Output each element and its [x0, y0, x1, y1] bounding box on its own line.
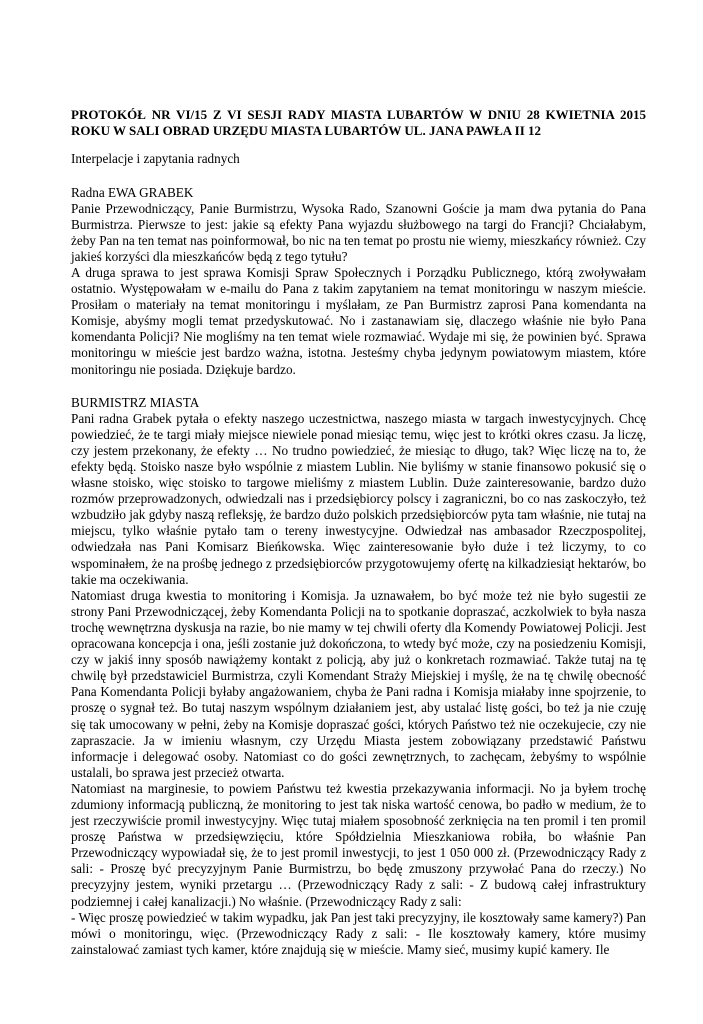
paragraph: Natomiast na marginesie, to powiem Państwu też kwestia przekazywania informacji. No ja byłem trochę zdumiony informacją publiczną, że monitoring to jest tak niska wartość cenowa, bo padło w medium, że to jest rzeczywiście promil inwestycyjny. Więc tutaj miałem sposobność zerknięcia na ten promil i ten promil proszę Państwa w przedsięwzięciu, które Spółdzielnia Mieszkaniowa robiła, bo właśnie Pan Przewodniczący wypowiadał się, że to jest promil inwestycji, to jest 1 050 000 zł. (Przewodniczący Rady z sali: - Proszę być precyzyjnym Panie Burmistrzu, bo będę zmuszony przywołać Pana do rzeczy.) No precyzyjny jestem, wyniki przetargu … (Przewodniczący Rady z sali: - Z budową całej infrastruktury podziemnej i całej kanalizacji.) No właśnie. (Przewodniczący Rady z sali:	[71, 780, 646, 909]
paragraph: Pani radna Grabek pytała o efekty naszego uczestnictwa, naszego miasta w targach inwestycyjnych. Chcę powiedzieć, że te targi miały miejsce niewiele ponad miesiąc temu, więc jest to krótki okres czasu. Ja liczę, czy jestem przekonany, że efekty … No trudno powiedzieć, że miesiąc to długo, tak? Więc liczę na to, że efekty będą. Stoisko nasze było wspólnie z miastem Lublin. Nie byliśmy w stanie finansowo pokusić się o własne stoisko, więc stoisko to targowe mieliśmy z miastem Lublin. Duże zainteresowanie, bardzo dużo rozmów przeprowadzonych, odwiedzali nas i przedsiębiorcy polscy i zagraniczni, bo co nas zaskoczyło, też wzbudziło jak gdyby naszą refleksję, że bardzo dużo polskich przedsiębiorców pyta tam właśnie, nie tutaj na miejscu, tylko właśnie pytało tam o tereny inwestycyjne. Odwiedzał nas ambasador Rzeczpospolitej, odwiedzała nas Pani Komisarz Bieńkowska. Więc zainteresowanie było duże i też liczymy, to co wspominałem, że na prośbę jednego z przedsiębiorców przygotowujemy ofertę na kilkadziesiąt hektarów, bo takie ma oczekiwania.	[71, 410, 646, 587]
speaker-name: Radna EWA GRABEK	[71, 184, 194, 200]
spacer	[71, 139, 646, 151]
document-title: PROTOKÓŁ NR VI/15 Z VI SESJI RADY MIASTA LUBARTÓW W DNIU 28 KWIETNIA 2015 ROKU W SALI OBRAD URZĘDU MIASTA LUBARTÓW UL. JANA PAWŁA II 12	[71, 107, 646, 139]
paragraph: Natomiast druga kwestia to monitoring i Komisja. Ja uznawałem, bo być może też nie było sugestii ze strony Pani Przewodniczącej, żeby Komendanta Policji na to spotkanie dopraszać, aczkolwiek to była nasza trochę wewnętrzna dyskusja na razie, bo nie mamy w tej chwili oferty dla Komendy Powiatowej Policji. Jest opracowana koncepcja i ona, jeśli zostanie już dokończona, to wtedy być może, czy na posiedzeniu Komisji, czy w jakiś inny sposób nawiążemy kontakt z policją, aby już o konkretach rozmawiać. Także tutaj na tę chwilę był przedstawiciel Burmistrza, czyli Komendant Straży Miejskiej i myślę, że na tę chwilę obecność Pana Komendanta Policji byłaby angażowaniem, chyba że Pani radna i Komisja miałaby inne spojrzenie, to proszę o sygnał też. Bo tutaj naszym wspólnym działaniem jest, aby ustalać listę gości, bo też ja nie czuję się tak umocowany w pełni, żeby na Komisje dopraszać gości, których Państwo też nie oczekujecie, czy nie zapraszacie. Ja w imieniu własnym, czy Urzędu Miasta jestem zobowiązany przedstawić Państwu informacje i delegować osoby. Natomiast co do gości zewnętrznych, to zachęcam, żebyśmy to wspólnie ustalali, bo sprawa jest przecież otwarta.	[71, 587, 646, 780]
paragraph: A druga sprawa to jest sprawa Komisji Spraw Społecznych i Porządku Publicznego, którą zwoływałam ostatnio. Występowałam w e-mailu do Pana z takim zapytaniem na temat monitoringu w naszym mieście. Prosiłam o materiały na temat monitoringu i myślałam, ze Pan Burmistrz zaprosi Pana komendanta na Komisje, abyśmy mogli temat przedyskutować. No i zastanawiam się, dlaczego właśnie nie było Pana komendanta Policji? Nie mogliśmy na ten temat wiele rozmawiać. Wydaje mi się, że powinien być. Sprawa monitoringu w mieście jest bardzo ważna, istotna. Jesteśmy chyba jedynym powiatowym miastem, które monitoringu nie posiada. Dziękuje bardzo.	[71, 264, 646, 377]
speaker-name: BURMISTRZ MIASTA	[71, 394, 200, 410]
spacer	[71, 378, 646, 395]
spacer	[71, 168, 646, 185]
paragraph: - Więc proszę powiedzieć w takim wypadku, jak Pan jest taki precyzyjny, ile kosztowały same kamery?) Pan mówi o monitoringu, więc. (Przewodniczący Rady z sali: - Ile kosztowały kamery, które musimy zainstalować zamiast tych kamer, które znajdują się w mieście. Mamy sieć, musimy kupić kamery. Ile	[71, 909, 646, 957]
paragraph: Panie Przewodniczący, Panie Burmistrzu, Wysoka Rado, Szanowni Goście ja mam dwa pytania do Pana Burmistrza. Pierwsze to jest: jakie są efekty Pana wyjazdu służbowego na targi do Francji? Chciałabym, żeby Pan na ten temat nas poinformował, bo nic na ten temat po prostu nie wiemy, mieszkańcy również. Czy jakieś korzyści dla mieszkańców będą z tego tytułu?	[71, 200, 646, 264]
section-heading: Interpelacje i zapytania radnych	[71, 151, 240, 167]
